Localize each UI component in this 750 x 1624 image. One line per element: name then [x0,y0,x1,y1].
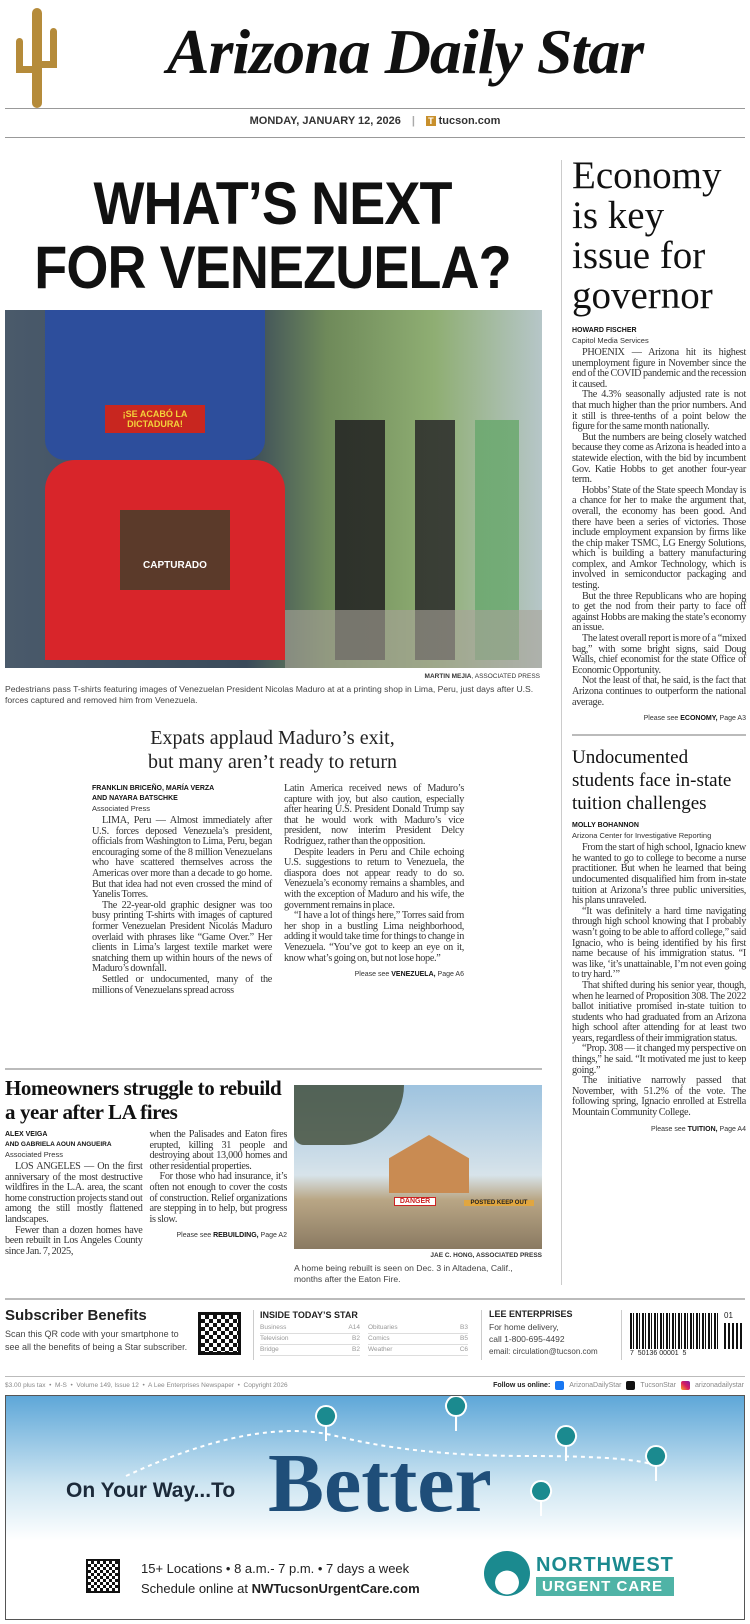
facebook-icon[interactable] [555,1381,564,1390]
headline-line: WHAT’S NEXT [93,170,452,237]
subhead-line: but many aren’t ready to return [148,751,397,773]
photo-credit: MARTIN MEJIA, ASSOCIATED PRESS [424,673,540,680]
ad-url-link[interactable]: NWTucsonUrgentCare.com [251,1581,420,1596]
fires-col2: when the Palisades and Eaton fires erupted, killing 31 people and destroying about 13,000 homes and other residential properties. For those who had insurance, it’s often not enough to cover the costs of construction. Relief organizations are stepping in to help, but progress is slow. Please see REBUILDING, Page A2 [149,1129,287,1240]
lee-contact: LEE ENTERPRISES For home delivery, call 1-800-695-4492 email: circulation@tucson.com [489,1308,617,1358]
urgent-care-ad[interactable] [5,1395,745,1620]
fires-story: ALEX VEIGA AND GABRIELA AOUN ANGUEIRA Associated Press LOS ANGELES — On the first anniversary of the most destructive wildfires in the L.A. area, the scant home construction projects stand out among the still mostly flattened landscapes. Fewer than a dozen homes have been rebuilt in Los Angeles County since Jan. 7, 2025, [5,1131,143,1257]
ad-qr-code-icon[interactable] [86,1559,120,1593]
barcode: 01 7 50136 00001 5 [630,1313,745,1361]
ad-details: 15+ Locations • 8 a.m.- 7 p.m. • 7 days a week Schedule online at NWTucsonUrgentCare.com [141,1561,420,1596]
x-link[interactable]: TucsonStar [640,1382,676,1389]
x-icon[interactable] [626,1381,635,1390]
pin-icon [446,1396,466,1431]
pin-icon [531,1481,551,1516]
subscriber-text: Scan this QR code with your smartphone to see all the benefits of being a Star subscriber. [5,1329,188,1352]
agency: Associated Press [92,804,150,813]
lead-headline[interactable] [32,172,514,300]
inside-title: INSIDE TODAY’S STAR [260,1310,358,1320]
headline-line: FOR VENEZUELA? [34,234,511,301]
pin-icon [646,1446,666,1481]
index-item[interactable]: Business A14 [260,1323,360,1334]
index-item[interactable]: Bridge B2 [260,1345,360,1356]
qr-code-icon[interactable] [198,1312,241,1355]
shirt-print: ¡SE ACABÓ LA DICTADURA! [105,405,205,433]
ad-big-word: Better [268,1437,492,1530]
masthead-title[interactable]: Arizona Daily Star [166,16,644,87]
lead-col2-block [284,784,464,980]
byline: AND GABRIELA AOUN ANGUEIRA [5,1141,112,1148]
photo-caption: Pedestrians pass T-shirts featuring images of Venezuelan President Nicolas Maduro at at a printing shop in Lima, Peru, just days after U.S. forces captured and removed him from Venezuela. [5,684,534,705]
tuition-story: MOLLY BOHANNON Arizona Center for Investigative Reporting From the start of high school, Ignacio knew he wanted to go to college to become a nurse practitioner. But when he learned that being undocumented disqualified him from in-state tuition at Arizona’s three public universities, his plans unraveled. “It was definitely a hard time navigating through high school knowing that I probably wasn’t going to be able to afford college,” said Ignacio, who is being identified by his first name because of his immigration status. “I was like, ‘it’s unattainable, I’m not even going to try hard.’” That shifted during his senior year, though, when he learned of Proposition 308. The 2022 ballot initiative promised in-state tuition to students who had graduated from an Arizona high school after attending for at least two years, regardless of their immigration status. “Prop. 308 — it changed my perspective on things,” he said. “It motivated me just to keep going.” The initiative narrowly passed that November, with 51.2% of the vote. The following spring, Ignacio enrolled at Estrella Mountain Community College. [572,822,746,1119]
issue-date: MONDAY, JANUARY 12, 2026 [249,115,401,127]
shirt-print: CAPTURADO [120,510,230,590]
lotus-logo-icon [484,1551,530,1596]
agency: Capitol Media Services [572,336,649,345]
facebook-link[interactable]: ArizonaDailyStar [569,1382,622,1389]
see-venezuela-link[interactable]: Please see VENEZUELA, Page A6 [354,971,464,979]
lead-subhead[interactable] [5,726,540,774]
fires-photo[interactable] [294,1085,542,1249]
blue-shirt [45,310,265,460]
lead-col1: LIMA, Peru — Almost immediately after U.S. forces deposed Venezuela’s president, officials from Washington to Lima, Peru, began encouraging some of the 8 million Venezuelans who have scattered themselves across the Americas over more than a decade to go home. But that idea had not even crossed the mind of Yanelis Torres. The 22-year-old graphic designer was too busy printing T-shirts with images of captured former Venezuelan President Nicolás Maduro overlaid with phrases like “Game Over.” Her clients in Lima’s largest textile market were snatching them up within hours of the news of Maduro’s downfall. Settled or undocumented, many of the millions of Venezuelans spread across [92,815,272,996]
edition-info: $3.00 plus tax • M-S • Volume 149, Issue 12 • A Lee Enterprises Newspaper • Copyright 2026 [5,1382,288,1389]
photo-credit: JAE C. HONG, ASSOCIATED PRESS [430,1252,542,1259]
site-icon: T [428,116,434,126]
danger-sign: DANGER [394,1197,436,1206]
instagram-link[interactable]: arizonadailystar [694,1382,744,1389]
fires-section [5,1076,287,1257]
see-economy-link[interactable]: Please see ECONOMY, Page A3 [643,715,746,723]
byline: HOWARD FISCHER [572,327,637,334]
cactus-logo-icon [12,8,62,108]
email-link[interactable]: email: circulation@tucson.com [489,1346,598,1356]
economy-story: HOWARD FISCHER Capitol Media Services PHOENIX — Arizona hit its highest unemployment figure in November since the end of the COVID pandemic and the recession it caused. The 4.3% seasonally adjusted rate is not that much higher than the prior numbers. And it still is three-tenths of a point below the figure for the same month nationally. But the numbers are being closely watched because they come as Arizona is headed into a statewide election, with the bid by incumbent Gov. Katie Hobbs to get another four-year term. Hobbs’ State of the State speech Monday is a chance for her to make the argument that, overall, the economy has been good. And there have been a series of victories. Those include employment expansion by firms like the chip maker TSMC, LG Energy Solutions, which is building a battery manufacturing complex, and Amkor Technology, which is involved in semiconductor packaging and testing. But the three Republicans who are hoping to get the nod from their party to face off against Hobbs are making the state’s economy an issue. The latest overall report is more of a “mixed bag,” with some bright signs, said Doug Walls, chief economist for the state Office of Economic Opportunity. Not the least of that, he said, is the fact that Arizona continues to outperform the national average. [572,327,746,708]
right-column [572,156,746,1135]
byline: MOLLY BOHANNON [572,822,639,830]
index-item[interactable]: Obituaries B3 [368,1323,468,1334]
keep-out-sign: POSTED KEEP OUT [464,1200,534,1206]
photo-caption: A home being rebuilt is seen on Dec. 3 in Altadena, Calif., months after the Eaton Fire. [294,1263,513,1284]
see-tuition-link[interactable]: Please see TUITION, Page A4 [651,1125,746,1133]
byline: AND NAYARA BATSCHKE [92,795,178,802]
house-frame [389,1135,469,1193]
byline: FRANKLIN BRICEÑO, MARÍA VERZA [92,785,215,792]
index-item[interactable]: Television B2 [260,1334,360,1345]
inside-index [260,1310,468,1356]
section-rule [572,734,746,736]
ad-tagline: On Your Way...To [66,1479,236,1502]
instagram-icon[interactable] [681,1381,690,1390]
social-links: Follow us online: ArizonaDailyStar TucsonStar arizonadailystar [493,1382,744,1389]
index-item[interactable]: Comics B5 [368,1334,468,1345]
sidewalk [285,610,542,668]
economy-headline[interactable]: Economy is key issue for governor [572,154,722,317]
site-link[interactable]: tucson.com [438,115,501,127]
tree [294,1085,404,1145]
subscriber-title: Subscriber Benefits [5,1307,147,1324]
agency: Associated Press [5,1150,63,1159]
see-rebuilding-link[interactable]: Please see REBUILDING, Page A2 [176,1232,287,1240]
subhead-line: Expats applaud Maduro’s exit, [150,727,395,749]
agency: Arizona Center for Investigative Reporting [572,831,712,841]
lead-photo[interactable] [5,310,542,668]
lead-byline-block [92,784,272,996]
lead-col2: Latin America received news of Maduro’s capture with joy, but also caution, especially after hearing U.S. President Donald Trump say that he would work with Maduro’s vice president, now interim President Delcy Rodríguez, rather than the opposition. Despite leaders in Peru and Chile echoing U.S. suggestions to return to Venezuela, the diaspora does not appear ready to do so. Venezuela’s economy remains a shambles, and with the exception of Maduro and his wife, the government remains in place. “I have a lot of things here,” Torres said from her shop in a bustling Lima neighborhood, adding it would take time for things to change in Venezuela. “You’ve got to keep an eye on it, know what’s going on, but not lose hope.” [284,783,464,964]
index-item[interactable]: Weather C6 [368,1345,468,1356]
byline: ALEX VEIGA [5,1131,48,1138]
date-line: MONDAY, JANUARY 12, 2026 | T tucson.com [249,115,501,127]
ad-brand: NORTHWEST URGENT CARE [536,1554,674,1595]
tuition-headline[interactable]: Undocumented students face in-state tuition challenges [572,747,732,815]
fires-headline[interactable]: Homeowners struggle to rebuild a year after LA fires [5,1076,282,1124]
